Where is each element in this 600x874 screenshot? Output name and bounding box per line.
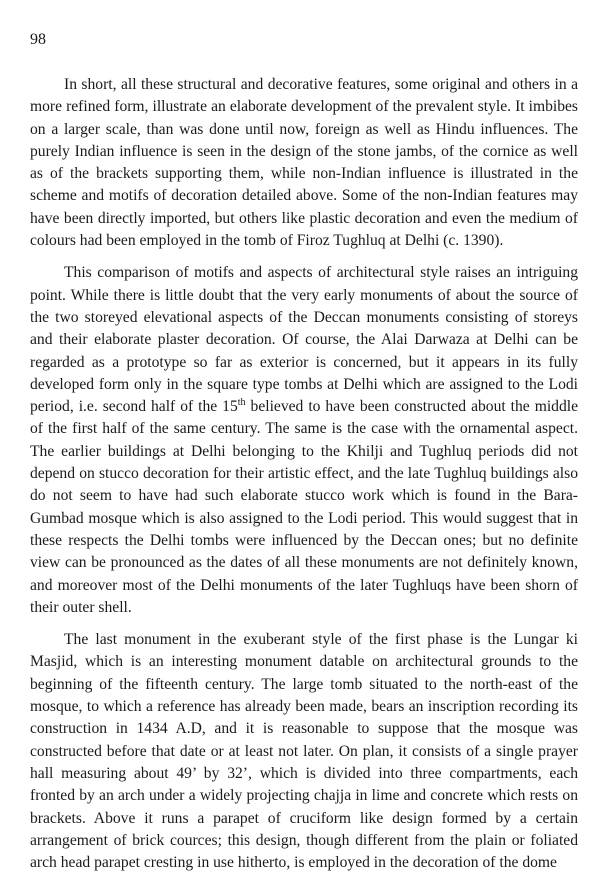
- paragraph-structural-features: In short, all these structural and decorative features, some original and others in a more refined form, illustrate an elaborate development of the prevalent style. It imbibes on a larger scale, than was done until now, foreign as well as Hindu influences. The purely Indian influence is seen in the design of the stone jambs, of the cornice as well as of the brackets supporting them, while non-Indian influence is illustrated in the scheme and motifs of decoration detailed above. Some of the non-Indian features may have been directly imported, but others like plastic decoration and even the medium of colours had been employed in the tomb of Firoz Tughluq at Delhi (c. 1390).: [30, 76, 578, 250]
- century-superscript: th: [237, 396, 246, 408]
- paragraph-text-before-superscript: This comparison of motifs and aspects of architectural style raises an intriguing point. While there is little doubt that the very early monuments of about the source of the two storeyed elevational aspects of the Deccan monuments consisting of storeys and their elaborate plaster decoration. Of course, the Alai Darwaza at Delhi can be regarded as a prototype so far as exterior is concerned, but it appears in its fully developed form only in the square type tombs at Delhi which are assigned to the Lodi period, i.e. second half of the 15: [30, 264, 578, 416]
- page-number: 98: [30, 31, 46, 48]
- paragraph-comparison-of-motifs: [30, 262, 578, 619]
- paragraph-lungar-ki-masjid: The last monument in the exuberant style of the first phase is the Lungar ki Masjid, which is an interesting monument datable on architectural grounds to the beginning of the fifteenth century. The large tomb situated to the north-east of the mosque, to which a reference has already been made, bears an inscription recording its construction in 1434 A.D, and it is reasonable to suppose that the mosque was constructed before that date or at least not later. On plan, it consists of a single prayer hall measuring about 49’ by 32’, which is divided into three compartments, each fronted by an arch under a widely projecting chajja in lime and concrete which rests on brackets. Above it runs a parapet of cruciform like design formed by a certain arrangement of brick cources; this design, though different from the plain or foliated arch head parapet cresting in use hitherto, is employed in the decoration of the dome: [30, 631, 578, 872]
- paragraph-text-after-superscript: believed to have been constructed about the middle of the first half of the same century. The same is the case with the ornamental aspect. The earlier buildings at Delhi belonging to the Khilji and Tughluq periods did not depend on stucco decoration for their artistic effect, and the late Tughluq buildings also do not seem to have had such elaborate stucco work which is found in the Bara-Gumbad mosque which is also assigned to the Lodi period. This would suggest that in these respects the Delhi tombs were influenced by the Deccan ones; but no definite view can be pronounced as the dates of all these monuments are not definitely known, and moreover most of the Delhi monuments of the later Tughluqs have been shorn of their outer shell.: [30, 398, 579, 616]
